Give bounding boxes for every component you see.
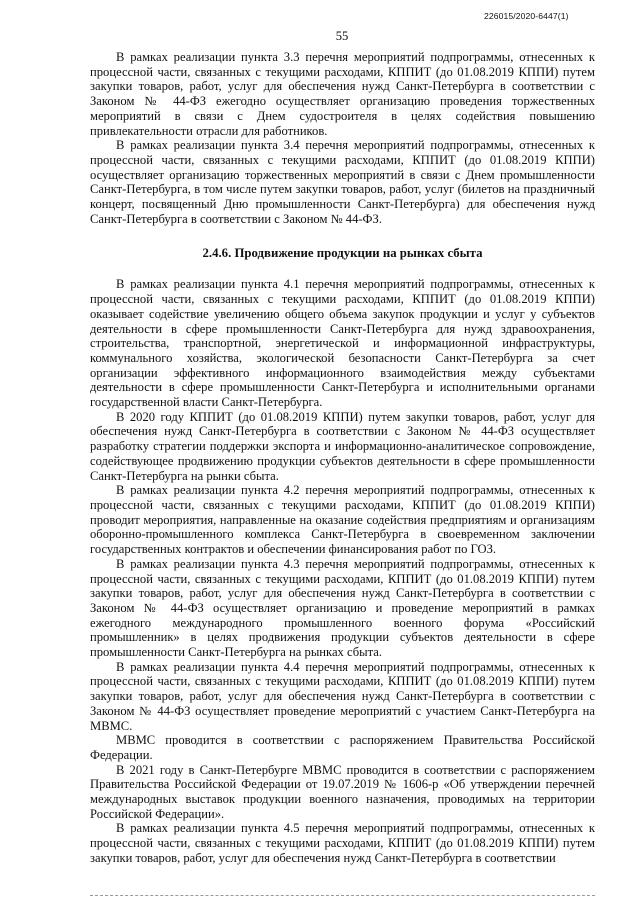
paragraph-mvms: МВМС проводится в соответствии с распоряжением Правительства Российской Федерации. [90, 733, 595, 762]
paragraph-4-1: В рамках реализации пункта 4.1 перечня мероприятий подпрограммы, отнесенных к процессной части, связанных с текущими расходами, КППИТ (до 01.08.2019 КППИ) оказывает содействие увеличению общего объема закупок продукции и услуг у субъектов деятельности в сфере промышленности Санкт-Петербурга для нужд здравоохранения, строительства, транспортной, энергетической и информационной инфраструктуры, коммунального хозяйства, экологической безопасности Санкт-Петербурга за счет организации эффективного информационного взаимодействия между субъектами деятельности в сфере промышленности Санкт-Петербурга и исполнительными органами государственной власти Санкт-Петербурга. [90, 277, 595, 410]
document-body [90, 50, 595, 866]
page-number: 55 [335, 29, 349, 43]
paragraph-4-3: В рамках реализации пункта 4.3 перечня мероприятий подпрограммы, отнесенных к процессной части, связанных с текущими расходами, КППИТ (до 01.08.2019 КППИ) путем закупки товаров, работ, услуг для обеспечения нужд Санкт-Петербурга в соответствии с Законом № 44-ФЗ осуществляет организацию и проведение мероприятий в рамках ежегодного международного промышленного военного форума «Российский промышленник» в целях продвижения продукции субъектов деятельности в сфере промышленности Санкт-Петербурга на рынках сбыта. [90, 556, 595, 660]
paragraph-4-2: В рамках реализации пункта 4.2 перечня мероприятий подпрограммы, отнесенных к процессной части, связанных с текущими расходами, КППИТ (до 01.08.2019 КППИ) проводит мероприятия, направленные на оказание содействия предприятиям и организациям оборонно-промышленного комплекса Санкт-Петербурга в своевременном заключении государственных контрактов и обеспечении финансирования работ по ГОЗ. [90, 483, 595, 557]
document-id: 226015/2020-6447(1) [484, 11, 569, 21]
scan-edge-line [90, 895, 595, 897]
paragraph-2020: В 2020 году КППИТ (до 01.08.2019 КППИ) путем закупки товаров, работ, услуг для обеспечения нужд Санкт-Петербурга в соответствии с Законом № 44-ФЗ осуществляет разработку стратегии поддержки экспорта и информационно-аналитическое сопровождение, содействующее продвижению продукции субъектов деятельности в сфере промышленности Санкт-Петербурга на рынки сбыта. [90, 409, 595, 483]
paragraph-4-5: В рамках реализации пункта 4.5 перечня мероприятий подпрограммы, отнесенных к процессной части, связанных с текущими расходами, КППИТ (до 01.08.2019 КППИ) путем закупки товаров, работ, услуг для обеспечения нужд Санкт-Петербурга в соответствии [90, 821, 595, 865]
paragraph-3-3: В рамках реализации пункта 3.3 перечня мероприятий подпрограммы, отнесенных к процессной части, связанных с текущими расходами, КППИТ (до 01.08.2019 КППИ) путем закупки товаров, работ, услуг для обеспечения нужд Санкт-Петербурга в соответствии с Законом № 44-ФЗ ежегодно осуществляет организацию проведения торжественных мероприятий в связи с Днем судостроителя в целях содействия повышению привлекательности отрасли для работников. [90, 50, 595, 138]
paragraph-3-4: В рамках реализации пункта 3.4 перечня мероприятий подпрограммы, отнесенных к процессной части, связанных с текущими расходами, КППИТ (до 01.08.2019 КППИ) осуществляет организацию торжественных мероприятий в связи с Днем промышленности Санкт-Петербурга, в том числе путем закупки товаров, работ, услуг (билетов на праздничный концерт, посвященный Дню промышленности Санкт-Петербурга) для обеспечения нужд Санкт-Петербурга в соответствии с Законом № 44-ФЗ. [90, 138, 595, 226]
section-heading: 2.4.6. Продвижение продукции на рынках сбыта [202, 246, 483, 261]
paragraph-2021: В 2021 году в Санкт-Петербурге МВМС проводится в соответствии с распоряжением Правительства Российской Федерации от 19.07.2019 № 1606-р «Об утверждении перечней международных выставок продукции военного назначения, проводимых на территории Российской Федерации». [90, 762, 595, 821]
paragraph-4-4: В рамках реализации пункта 4.4 перечня мероприятий подпрограммы, отнесенных к процессной части, связанных с текущими расходами, КППИТ (до 01.08.2019 КППИ) путем закупки товаров, работ, услуг для обеспечения нужд Санкт-Петербурга в соответствии с Законом № 44-ФЗ осуществляет проведение мероприятий с участием Санкт-Петербурга на МВМС. [90, 659, 595, 733]
